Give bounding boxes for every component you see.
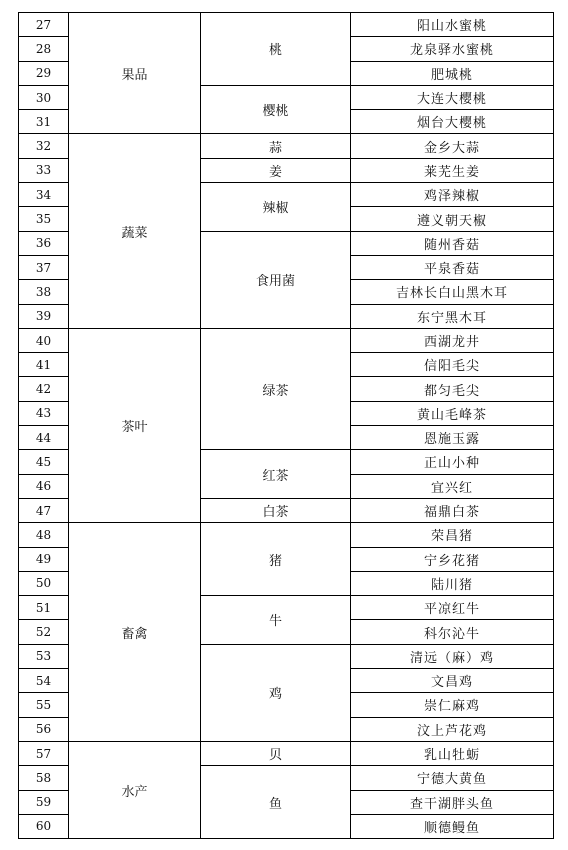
subcategory-cell: 辣椒 (201, 183, 351, 232)
row-number-cell: 52 (19, 620, 69, 644)
product-name-cell: 清远（麻）鸡 (351, 644, 554, 668)
product-name-cell: 福鼎白茶 (351, 498, 554, 522)
row-number-cell: 34 (19, 183, 69, 207)
table-row (19, 328, 554, 352)
subcategory-cell: 贝 (201, 741, 351, 765)
product-name-cell: 宁乡花猪 (351, 547, 554, 571)
category-cell: 茶叶 (69, 328, 201, 522)
row-number-cell: 43 (19, 401, 69, 425)
row-number-cell: 37 (19, 255, 69, 279)
row-number-cell: 31 (19, 110, 69, 134)
product-name-cell: 崇仁麻鸡 (351, 693, 554, 717)
category-cell: 果品 (69, 13, 201, 134)
subcategory-cell: 鸡 (201, 644, 351, 741)
row-number-cell: 28 (19, 37, 69, 61)
subcategory-cell: 鱼 (201, 766, 351, 839)
row-number-cell: 53 (19, 644, 69, 668)
product-table (18, 12, 554, 839)
product-name-cell: 信阳毛尖 (351, 353, 554, 377)
product-name-cell: 阳山水蜜桃 (351, 13, 554, 37)
product-name-cell: 莱芜生姜 (351, 158, 554, 182)
product-name-cell: 龙泉驿水蜜桃 (351, 37, 554, 61)
product-name-cell: 都匀毛尖 (351, 377, 554, 401)
subcategory-cell: 桃 (201, 13, 351, 86)
subcategory-cell: 姜 (201, 158, 351, 182)
product-name-cell: 吉林长白山黑木耳 (351, 280, 554, 304)
subcategory-cell: 绿茶 (201, 328, 351, 449)
row-number-cell: 45 (19, 450, 69, 474)
product-name-cell: 顺德鳗鱼 (351, 814, 554, 838)
row-number-cell: 41 (19, 353, 69, 377)
row-number-cell: 46 (19, 474, 69, 498)
row-number-cell: 58 (19, 766, 69, 790)
product-name-cell: 宜兴红 (351, 474, 554, 498)
product-name-cell: 东宁黑木耳 (351, 304, 554, 328)
row-number-cell: 49 (19, 547, 69, 571)
row-number-cell: 60 (19, 814, 69, 838)
subcategory-cell: 食用菌 (201, 231, 351, 328)
row-number-cell: 39 (19, 304, 69, 328)
subcategory-cell: 樱桃 (201, 85, 351, 134)
subcategory-cell: 红茶 (201, 450, 351, 499)
product-name-cell: 鸡泽辣椒 (351, 183, 554, 207)
product-name-cell: 恩施玉露 (351, 426, 554, 450)
product-name-cell: 平泉香菇 (351, 255, 554, 279)
product-name-cell: 乳山牡蛎 (351, 741, 554, 765)
product-name-cell: 烟台大樱桃 (351, 110, 554, 134)
row-number-cell: 55 (19, 693, 69, 717)
row-number-cell: 30 (19, 85, 69, 109)
product-name-cell: 陆川猪 (351, 571, 554, 595)
row-number-cell: 51 (19, 596, 69, 620)
table-row (19, 523, 554, 547)
product-name-cell: 科尔沁牛 (351, 620, 554, 644)
row-number-cell: 42 (19, 377, 69, 401)
product-name-cell: 荣昌猪 (351, 523, 554, 547)
row-number-cell: 44 (19, 426, 69, 450)
product-name-cell: 汶上芦花鸡 (351, 717, 554, 741)
product-name-cell: 平凉红牛 (351, 596, 554, 620)
product-name-cell: 遵义朝天椒 (351, 207, 554, 231)
row-number-cell: 33 (19, 158, 69, 182)
row-number-cell: 29 (19, 61, 69, 85)
row-number-cell: 47 (19, 498, 69, 522)
row-number-cell: 54 (19, 669, 69, 693)
product-name-cell: 西湖龙井 (351, 328, 554, 352)
product-name-cell: 金乡大蒜 (351, 134, 554, 158)
category-cell: 水产 (69, 741, 201, 838)
row-number-cell: 32 (19, 134, 69, 158)
table-row (19, 741, 554, 765)
subcategory-cell: 白茶 (201, 498, 351, 522)
product-name-cell: 正山小种 (351, 450, 554, 474)
product-table-body (19, 13, 554, 839)
subcategory-cell: 蒜 (201, 134, 351, 158)
product-name-cell: 查干湖胖头鱼 (351, 790, 554, 814)
table-row (19, 134, 554, 158)
product-name-cell: 肥城桃 (351, 61, 554, 85)
table-row (19, 13, 554, 37)
row-number-cell: 59 (19, 790, 69, 814)
product-name-cell: 文昌鸡 (351, 669, 554, 693)
category-cell: 蔬菜 (69, 134, 201, 328)
row-number-cell: 56 (19, 717, 69, 741)
category-cell: 畜禽 (69, 523, 201, 742)
row-number-cell: 50 (19, 571, 69, 595)
subcategory-cell: 牛 (201, 596, 351, 645)
row-number-cell: 57 (19, 741, 69, 765)
row-number-cell: 35 (19, 207, 69, 231)
row-number-cell: 40 (19, 328, 69, 352)
product-name-cell: 宁德大黄鱼 (351, 766, 554, 790)
row-number-cell: 36 (19, 231, 69, 255)
product-name-cell: 随州香菇 (351, 231, 554, 255)
row-number-cell: 48 (19, 523, 69, 547)
row-number-cell: 38 (19, 280, 69, 304)
row-number-cell: 27 (19, 13, 69, 37)
subcategory-cell: 猪 (201, 523, 351, 596)
product-name-cell: 黄山毛峰茶 (351, 401, 554, 425)
product-name-cell: 大连大樱桃 (351, 85, 554, 109)
